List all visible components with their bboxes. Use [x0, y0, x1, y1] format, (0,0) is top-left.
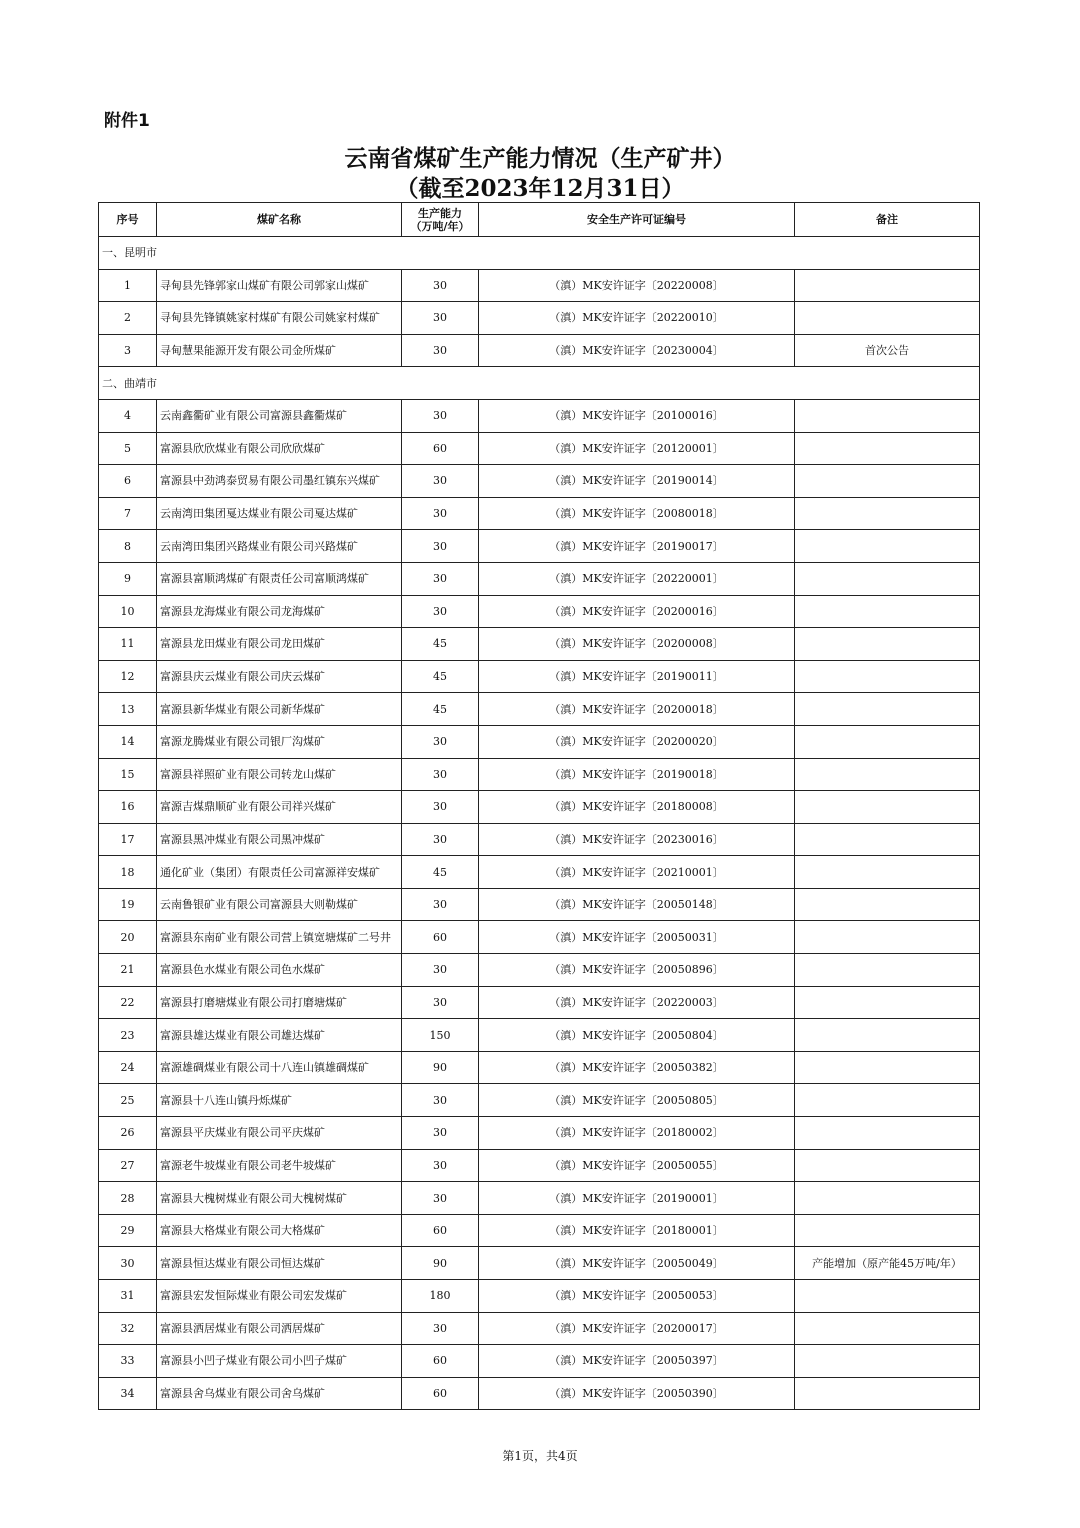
cell-seq: 24: [99, 1051, 157, 1084]
cell-mine-name: 富源雄碉煤业有限公司十八连山镇雄碉煤矿: [157, 1051, 402, 1084]
cell-license: （滇）MK安许证字〔20210001〕: [479, 856, 795, 889]
cell-capacity: 60: [402, 1377, 479, 1410]
cell-remark: [795, 1214, 980, 1247]
cell-license: （滇）MK安许证字〔20220008〕: [479, 269, 795, 302]
cell-capacity: 60: [402, 432, 479, 465]
cell-capacity: 30: [402, 269, 479, 302]
cell-capacity: 30: [402, 302, 479, 335]
cell-license: （滇）MK安许证字〔20190018〕: [479, 758, 795, 791]
table-row: [99, 856, 980, 889]
page-title: 云南省煤矿生产能力情况（生产矿井）: [344, 145, 736, 172]
cell-license: （滇）MK安许证字〔20180001〕: [479, 1214, 795, 1247]
table-row: [99, 1019, 980, 1052]
table-row: [99, 823, 980, 856]
cell-remark: [795, 1345, 980, 1378]
cell-seq: 18: [99, 856, 157, 889]
cell-remark: [795, 758, 980, 791]
cell-remark: [795, 1051, 980, 1084]
cell-remark: 首次公告: [795, 334, 980, 367]
header-seq: 序号: [99, 203, 157, 237]
cell-seq: 2: [99, 302, 157, 335]
section-label: 一、昆明市: [99, 237, 980, 270]
header-remark: 备注: [795, 203, 980, 237]
header-license: 安全生产许可证编号: [479, 203, 795, 237]
cell-seq: 31: [99, 1280, 157, 1313]
cell-seq: 12: [99, 660, 157, 693]
cell-mine-name: 富源县欣欣煤业有限公司欣欣煤矿: [157, 432, 402, 465]
cell-license: （滇）MK安许证字〔20050382〕: [479, 1051, 795, 1084]
cell-seq: 11: [99, 628, 157, 661]
cell-capacity: 45: [402, 856, 479, 889]
cell-license: （滇）MK安许证字〔20200016〕: [479, 595, 795, 628]
cell-capacity: 30: [402, 888, 479, 921]
cell-mine-name: 富源县十八连山镇丹烁煤矿: [157, 1084, 402, 1117]
cell-capacity: 30: [402, 791, 479, 824]
cell-license: （滇）MK安许证字〔20190017〕: [479, 530, 795, 563]
cell-license: （滇）MK安许证字〔20080018〕: [479, 497, 795, 530]
cell-seq: 13: [99, 693, 157, 726]
cell-capacity: 30: [402, 1182, 479, 1215]
cell-license: （滇）MK安许证字〔20220010〕: [479, 302, 795, 335]
cell-mine-name: 寻甸慧果能源开发有限公司金所煤矿: [157, 334, 402, 367]
table-row: [99, 921, 980, 954]
cell-capacity: 30: [402, 334, 479, 367]
section-row: [99, 367, 980, 400]
cell-license: （滇）MK安许证字〔20050053〕: [479, 1280, 795, 1313]
cell-mine-name: 富源县中劲鸿泰贸易有限公司墨红镇东兴煤矿: [157, 465, 402, 498]
cell-capacity: 30: [402, 530, 479, 563]
cell-capacity: 60: [402, 1214, 479, 1247]
cell-remark: [795, 1019, 980, 1052]
cell-remark: [795, 302, 980, 335]
cell-mine-name: 云南鲁银矿业有限公司富源县大则勒煤矿: [157, 888, 402, 921]
cell-capacity: 150: [402, 1019, 479, 1052]
cell-mine-name: 云南鑫衢矿业有限公司富源县鑫衢煤矿: [157, 399, 402, 432]
cell-mine-name: 富源县洒居煤业有限公司洒居煤矿: [157, 1312, 402, 1345]
cell-remark: [795, 954, 980, 987]
cell-mine-name: 富源县黑冲煤业有限公司黑冲煤矿: [157, 823, 402, 856]
cell-mine-name: 寻甸县先锋郭家山煤矿有限公司郭家山煤矿: [157, 269, 402, 302]
cell-license: （滇）MK安许证字〔20190001〕: [479, 1182, 795, 1215]
cell-mine-name: 富源县宏发恒际煤业有限公司宏发煤矿: [157, 1280, 402, 1313]
section-row: [99, 237, 980, 270]
cell-license: （滇）MK安许证字〔20050896〕: [479, 954, 795, 987]
cell-license: （滇）MK安许证字〔20050390〕: [479, 1377, 795, 1410]
cell-mine-name: 富源县庆云煤业有限公司庆云煤矿: [157, 660, 402, 693]
cell-seq: 21: [99, 954, 157, 987]
cell-seq: 26: [99, 1117, 157, 1150]
cell-seq: 19: [99, 888, 157, 921]
cell-capacity: 30: [402, 823, 479, 856]
cell-remark: [795, 530, 980, 563]
cell-capacity: 30: [402, 725, 479, 758]
table-row: [99, 1051, 980, 1084]
cell-remark: [795, 693, 980, 726]
cell-license: （滇）MK安许证字〔20180002〕: [479, 1117, 795, 1150]
cell-remark: 产能增加（原产能45万吨/年）: [795, 1247, 980, 1280]
cell-seq: 32: [99, 1312, 157, 1345]
cell-mine-name: 富源县龙海煤业有限公司龙海煤矿: [157, 595, 402, 628]
cell-mine-name: 富源县富顺鸿煤矿有限责任公司富顺鸿煤矿: [157, 562, 402, 595]
cell-capacity: 30: [402, 758, 479, 791]
cell-capacity: 30: [402, 595, 479, 628]
table-row: [99, 758, 980, 791]
cell-capacity: 90: [402, 1051, 479, 1084]
table-row: [99, 1247, 980, 1280]
cell-seq: 8: [99, 530, 157, 563]
table-row: [99, 954, 980, 987]
cell-remark: [795, 1117, 980, 1150]
cell-remark: [795, 497, 980, 530]
cell-mine-name: 富源老牛坡煤业有限公司老牛坡煤矿: [157, 1149, 402, 1182]
table-row: [99, 1345, 980, 1378]
table-row: [99, 399, 980, 432]
cell-capacity: 30: [402, 1117, 479, 1150]
table-header-row: [99, 203, 980, 237]
cell-license: （滇）MK安许证字〔20200008〕: [479, 628, 795, 661]
attachment-label: 附件1: [104, 111, 150, 131]
cell-seq: 20: [99, 921, 157, 954]
cell-mine-name: 通化矿业（集团）有限责任公司富源祥安煤矿: [157, 856, 402, 889]
cell-remark: [795, 1084, 980, 1117]
cell-capacity: 30: [402, 1312, 479, 1345]
cell-mine-name: 富源县祥照矿业有限公司转龙山煤矿: [157, 758, 402, 791]
cell-license: （滇）MK安许证字〔20220003〕: [479, 986, 795, 1019]
cell-seq: 6: [99, 465, 157, 498]
cell-mine-name: 富源县色水煤业有限公司色水煤矿: [157, 954, 402, 987]
cell-license: （滇）MK安许证字〔20200018〕: [479, 693, 795, 726]
table-row: [99, 628, 980, 661]
table-row: [99, 302, 980, 335]
table-row: [99, 693, 980, 726]
coal-mine-table: [98, 202, 980, 1410]
cell-capacity: 30: [402, 1149, 479, 1182]
cell-seq: 23: [99, 1019, 157, 1052]
cell-mine-name: 富源县平庆煤业有限公司平庆煤矿: [157, 1117, 402, 1150]
cell-mine-name: 富源县龙田煤业有限公司龙田煤矿: [157, 628, 402, 661]
cell-license: （滇）MK安许证字〔20200020〕: [479, 725, 795, 758]
cell-mine-name: 云南湾田集团兴路煤业有限公司兴路煤矿: [157, 530, 402, 563]
table-row: [99, 530, 980, 563]
cell-capacity: 30: [402, 465, 479, 498]
cell-remark: [795, 823, 980, 856]
cell-remark: [795, 1182, 980, 1215]
cell-remark: [795, 1377, 980, 1410]
cell-remark: [795, 856, 980, 889]
table-row: [99, 660, 980, 693]
cell-license: （滇）MK安许证字〔20050031〕: [479, 921, 795, 954]
table-row: [99, 1280, 980, 1313]
cell-remark: [795, 1312, 980, 1345]
cell-capacity: 30: [402, 399, 479, 432]
cell-seq: 1: [99, 269, 157, 302]
table-row: [99, 888, 980, 921]
cell-seq: 33: [99, 1345, 157, 1378]
cell-capacity: 45: [402, 660, 479, 693]
table-row: [99, 986, 980, 1019]
cell-capacity: 30: [402, 562, 479, 595]
cell-license: （滇）MK安许证字〔20050397〕: [479, 1345, 795, 1378]
cell-capacity: 180: [402, 1280, 479, 1313]
table-row: [99, 1084, 980, 1117]
cell-remark: [795, 888, 980, 921]
cell-capacity: 45: [402, 693, 479, 726]
cell-license: （滇）MK安许证字〔20050805〕: [479, 1084, 795, 1117]
cell-capacity: 60: [402, 921, 479, 954]
cell-license: （滇）MK安许证字〔20120001〕: [479, 432, 795, 465]
cell-seq: 16: [99, 791, 157, 824]
cell-mine-name: 富源吉煤鼎顺矿业有限公司祥兴煤矿: [157, 791, 402, 824]
cell-license: （滇）MK安许证字〔20190011〕: [479, 660, 795, 693]
table-row: [99, 562, 980, 595]
page-footer: 第1页，共4页: [502, 1449, 578, 1463]
cell-remark: [795, 921, 980, 954]
cell-remark: [795, 660, 980, 693]
cell-license: （滇）MK安许证字〔20200017〕: [479, 1312, 795, 1345]
cell-capacity: 90: [402, 1247, 479, 1280]
cell-seq: 22: [99, 986, 157, 1019]
cell-license: （滇）MK安许证字〔20180008〕: [479, 791, 795, 824]
table-row: [99, 1377, 980, 1410]
cell-seq: 4: [99, 399, 157, 432]
cell-remark: [795, 432, 980, 465]
cell-remark: [795, 1280, 980, 1313]
cell-mine-name: 富源龙腾煤业有限公司银厂沟煤矿: [157, 725, 402, 758]
table-row: [99, 432, 980, 465]
cell-capacity: 30: [402, 497, 479, 530]
cell-mine-name: 富源县舍乌煤业有限公司舍乌煤矿: [157, 1377, 402, 1410]
cell-license: （滇）MK安许证字〔20100016〕: [479, 399, 795, 432]
cell-remark: [795, 791, 980, 824]
table-row: [99, 334, 980, 367]
header-capacity-line2: （万吨/年）: [410, 219, 470, 233]
page-subtitle: （截至2023年12月31日）: [395, 175, 685, 202]
table-row: [99, 1117, 980, 1150]
cell-seq: 7: [99, 497, 157, 530]
cell-seq: 27: [99, 1149, 157, 1182]
cell-seq: 15: [99, 758, 157, 791]
cell-mine-name: 寻甸县先锋镇姚家村煤矿有限公司姚家村煤矿: [157, 302, 402, 335]
cell-remark: [795, 725, 980, 758]
cell-seq: 29: [99, 1214, 157, 1247]
table-row: [99, 1214, 980, 1247]
table-row: [99, 1182, 980, 1215]
cell-mine-name: 富源县新华煤业有限公司新华煤矿: [157, 693, 402, 726]
table-row: [99, 725, 980, 758]
cell-license: （滇）MK安许证字〔20220001〕: [479, 562, 795, 595]
cell-seq: 34: [99, 1377, 157, 1410]
table-row: [99, 465, 980, 498]
cell-seq: 10: [99, 595, 157, 628]
cell-remark: [795, 399, 980, 432]
cell-remark: [795, 595, 980, 628]
header-capacity: [402, 203, 479, 237]
cell-capacity: 30: [402, 1084, 479, 1117]
cell-license: （滇）MK安许证字〔20190014〕: [479, 465, 795, 498]
cell-capacity: 60: [402, 1345, 479, 1378]
cell-license: （滇）MK安许证字〔20050804〕: [479, 1019, 795, 1052]
cell-seq: 9: [99, 562, 157, 595]
cell-license: （滇）MK安许证字〔20050055〕: [479, 1149, 795, 1182]
cell-license: （滇）MK安许证字〔20050049〕: [479, 1247, 795, 1280]
cell-mine-name: 富源县雄达煤业有限公司雄达煤矿: [157, 1019, 402, 1052]
cell-capacity: 30: [402, 954, 479, 987]
cell-remark: [795, 1149, 980, 1182]
cell-capacity: 45: [402, 628, 479, 661]
section-label: 二、曲靖市: [99, 367, 980, 400]
cell-license: （滇）MK安许证字〔20050148〕: [479, 888, 795, 921]
table-row: [99, 497, 980, 530]
cell-remark: [795, 269, 980, 302]
cell-seq: 30: [99, 1247, 157, 1280]
cell-seq: 14: [99, 725, 157, 758]
header-capacity-line1: 生产能力: [418, 206, 462, 220]
table-row: [99, 1312, 980, 1345]
cell-remark: [795, 465, 980, 498]
cell-seq: 3: [99, 334, 157, 367]
cell-seq: 5: [99, 432, 157, 465]
cell-capacity: 30: [402, 986, 479, 1019]
cell-license: （滇）MK安许证字〔20230004〕: [479, 334, 795, 367]
cell-remark: [795, 986, 980, 1019]
cell-mine-name: 富源县大槐树煤业有限公司大槐树煤矿: [157, 1182, 402, 1215]
cell-mine-name: 富源县东南矿业有限公司营上镇宽塘煤矿二号井: [157, 921, 402, 954]
table-row: [99, 595, 980, 628]
cell-mine-name: 云南湾田集团戛达煤业有限公司戛达煤矿: [157, 497, 402, 530]
table-row: [99, 1149, 980, 1182]
cell-remark: [795, 562, 980, 595]
header-name: 煤矿名称: [157, 203, 402, 237]
table-row: [99, 791, 980, 824]
cell-seq: 17: [99, 823, 157, 856]
cell-seq: 28: [99, 1182, 157, 1215]
table-row: [99, 269, 980, 302]
cell-license: （滇）MK安许证字〔20230016〕: [479, 823, 795, 856]
cell-mine-name: 富源县大格煤业有限公司大格煤矿: [157, 1214, 402, 1247]
cell-mine-name: 富源县小凹子煤业有限公司小凹子煤矿: [157, 1345, 402, 1378]
cell-seq: 25: [99, 1084, 157, 1117]
cell-mine-name: 富源县恒达煤业有限公司恒达煤矿: [157, 1247, 402, 1280]
cell-mine-name: 富源县打磨塘煤业有限公司打磨塘煤矿: [157, 986, 402, 1019]
cell-remark: [795, 628, 980, 661]
